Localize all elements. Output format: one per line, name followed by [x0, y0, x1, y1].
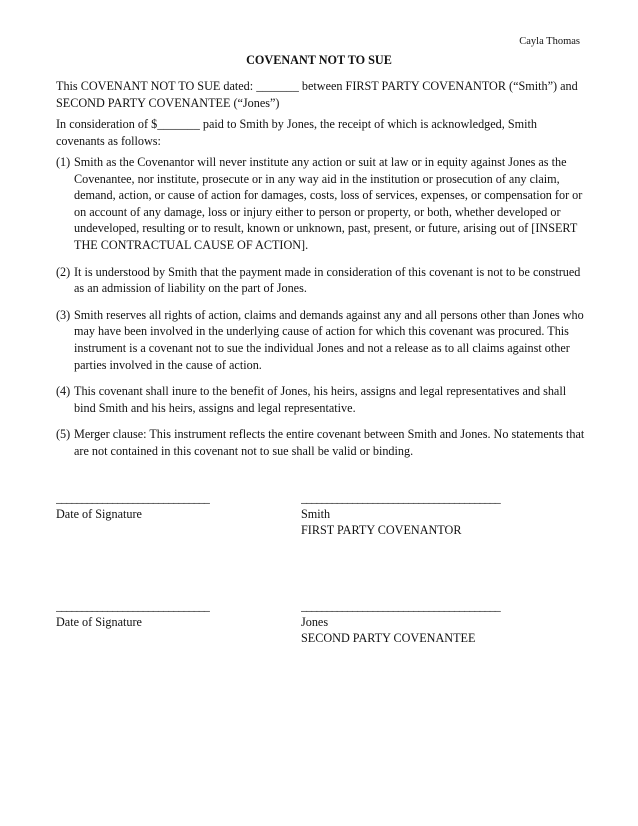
clause-text: Merger clause: This instrument reflects the entire covenant between Smith and Jones. No statements that are not contained in this covenant not to sue shall be valid or binding. — [74, 427, 585, 458]
document-title: COVENANT NOT TO SUE — [246, 53, 392, 67]
clause-text: This covenant shall inure to the benefit of Jones, his heirs, assigns and legal representatives and shall bind Smith and his heirs, assigns and legal representative. — [74, 384, 567, 415]
first-signature-line: _______________________________________ — [301, 491, 500, 505]
clause-number: (4) — [56, 384, 71, 399]
second-signature-block — [301, 598, 561, 646]
second-signature-line: _______________________________________ — [301, 599, 500, 613]
author-name: Cayla Thomas — [519, 36, 580, 47]
first-signer-name: Smith — [301, 507, 331, 521]
second-signer-role: SECOND PARTY COVENANTEE — [301, 631, 476, 645]
second-date-block — [56, 598, 316, 630]
clause-number: (2) — [56, 264, 71, 279]
clause-item-2 — [56, 264, 588, 297]
clause-item-4 — [56, 383, 588, 416]
clause-number: (1) — [56, 155, 71, 169]
clause-text: It is understood by Smith that the payment made in consideration of this covenant is not to be construed as an admission of liability on the part of Jones. — [74, 264, 581, 296]
first-date-block — [56, 490, 316, 522]
clause-item-5 — [56, 426, 588, 459]
second-signer-name: Jones — [301, 615, 329, 629]
first-date-line: ______________________________ — [56, 491, 209, 505]
first-date-label: Date of Signature — [56, 507, 142, 521]
clause-list — [56, 154, 588, 470]
clause-text: Smith reserves all rights of action, claims and demands against any and all persons other than Jones who may have been involved in the underlying cause of action for which this covenant was procured. This instrument is a covenant not to sue the individual Jones and not a release as to all claims against other parties involved in the cause of action. — [74, 307, 584, 372]
clause-item-3 — [56, 307, 588, 373]
consideration-paragraph: In consideration of $_______ paid to Smith by Jones, the receipt of which is acknowledged, Smith covenants as follows: — [56, 117, 537, 148]
second-date-label: Date of Signature — [56, 615, 142, 629]
clause-number: (5) — [56, 427, 71, 442]
first-signer-role: FIRST PARTY COVENANTOR — [301, 523, 462, 537]
clause-number: (3) — [56, 307, 71, 322]
intro-paragraph: This COVENANT NOT TO SUE dated: _______ between FIRST PARTY COVENANTOR (“Smith”) and SECOND PARTY COVENANTEE (“Jones”) — [56, 79, 578, 110]
clause-text: Smith as the Covenantor will never institute any action or suit at law or in equity against Jones as the Covenantee, nor institute, prosecute or in any way aid in the institution or prosecution of any claim, demand, action, or cause of action for damages, costs, loss of services, expenses, or compensation for or on account of any damage, loss or injury either to person or property, or both, whether developed or undeveloped, resulting or to result, known or unknown, past, present, or future, arising out of [INSERT THE CONTRACTUAL CAUSE OF ACTION]. — [74, 155, 583, 252]
first-signature-block — [301, 490, 561, 538]
clause-item-1 — [56, 154, 588, 254]
second-date-line: ______________________________ — [56, 599, 209, 613]
